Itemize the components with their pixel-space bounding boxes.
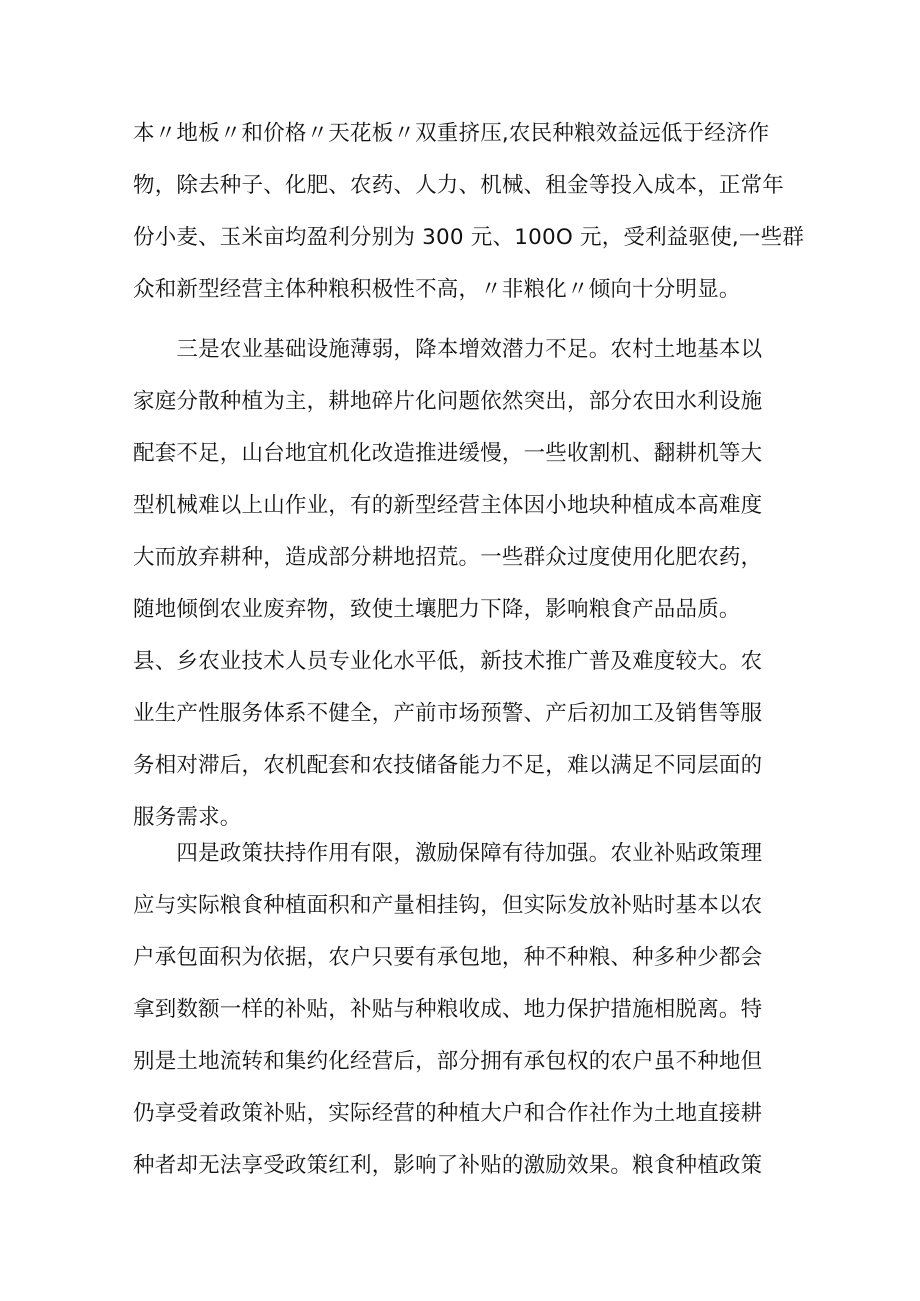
text-line: 县、乡农业技术人员专业化水平低，新技术推广普及难度较大。农: [133, 649, 763, 674]
text-line: 务相对滞后，农机配套和农技储备能力不足，难以满足不同层面的: [133, 753, 763, 778]
text-line: 应与实际粮食种植面积和产量相挂钩，但实际发放补贴时基本以农: [133, 893, 763, 918]
text-line: 户承包面积为依据，农户只要有承包地，种不种粮、种多种少都会: [133, 945, 763, 970]
text-line: 配套不足，山台地宜机化改造推进缓慢，一些收割机、翻耕机等大: [133, 441, 763, 466]
text-line: 物，除去种子、化肥、农药、人力、机械、租金等投入成本，正常年: [133, 173, 785, 198]
text-line: 拿到数额一样的补贴，补贴与种粮收成、地力保护措施相脱离。特: [133, 997, 763, 1022]
text-line: 型机械难以上山作业，有的新型经营主体因小地块种植成本高难度: [133, 493, 763, 518]
text-line: 大而放弃耕种，造成部分耕地招荒。一些群众过度使用化肥农药，: [133, 545, 763, 570]
text-line: 仍享受着政策补贴，实际经营的种植大户和合作社作为土地直接耕: [133, 1101, 763, 1126]
paragraph-2: [133, 324, 793, 844]
text-line: 别是土地流转和集约化经营后，部分拥有承包权的农户虽不种地但: [133, 1049, 763, 1074]
text-line: 服务需求。: [133, 805, 242, 830]
text-line: 份小麦、玉米亩均盈利分别为 300 元、100O 元，受利益驱使,一些群: [133, 225, 805, 250]
paragraph-1: [133, 108, 805, 316]
text-line: 业生产性服务体系不健全，产前市场预警、产后初加工及销售等服: [133, 701, 763, 726]
text-line: 本〃地板〃和价格〃天花板〃双重挤压,农民种粮效益远低于经济作: [133, 121, 770, 146]
paragraph-3: [133, 828, 793, 1192]
text-line: 随地倾倒农业废弃物，致使土壤肥力下降，影响粮食产品品质。: [133, 597, 741, 622]
text-line: 家庭分散种植为主，耕地碎片化问题依然突出，部分农田水利设施: [133, 389, 763, 414]
text-line: 种者却无法享受政策红利，影响了补贴的激励效果。粮食种植政策: [133, 1153, 763, 1178]
text-line: 三是农业基础设施薄弱，降本增效潜力不足。农村土地基本以: [133, 337, 763, 362]
text-line: 四是政策扶持作用有限，激励保障有待加强。农业补贴政策理: [133, 841, 763, 866]
text-line: 众和新型经营主体种粮积极性不高，〃非粮化〃倾向十分明显。: [133, 277, 741, 302]
